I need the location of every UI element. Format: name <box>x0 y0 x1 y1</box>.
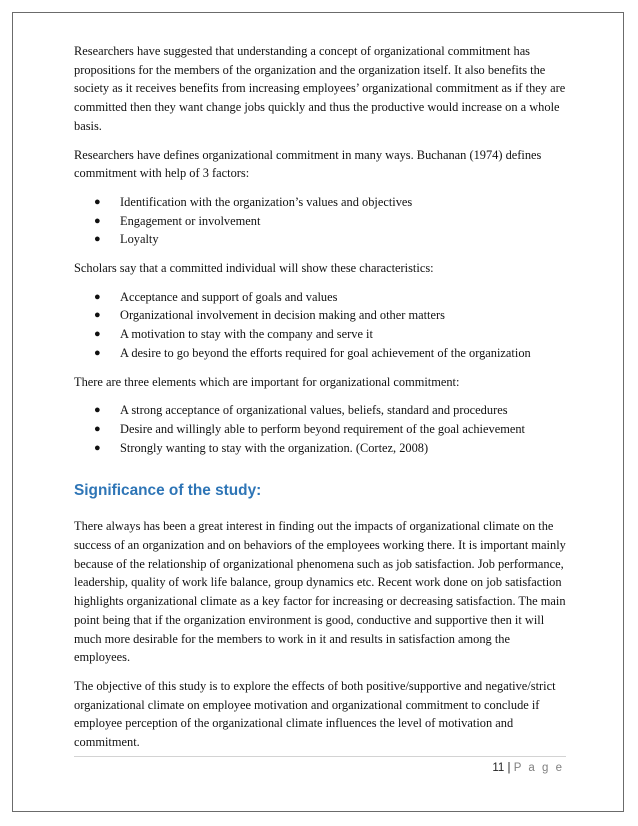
bullet-icon: ● <box>94 290 101 303</box>
page-number: 11 <box>492 762 505 774</box>
list-item: ● Organizational involvement in decision making and other matters <box>120 306 566 325</box>
footer-separator: | <box>507 762 511 774</box>
elements-list <box>74 401 566 457</box>
bullet-icon: ● <box>94 422 101 435</box>
bullet-icon: ● <box>94 233 101 246</box>
list-item: ● Identification with the organization’s values and objectives <box>120 193 566 212</box>
bullet-icon: ● <box>94 404 101 417</box>
document-body <box>74 42 566 762</box>
footer-divider <box>74 756 566 757</box>
list-item: ● Engagement or involvement <box>120 212 566 231</box>
paragraph-significance: There always has been a great interest in finding out the impacts of organizational climate on the success of an organization and on behaviors of the employees working there. It is important mainly because of the relationship of organizational phenomena such as job satisfaction. Job performance, leadership, quality of work life balance, group dynamics etc. Recent work done on job satisfaction highlights organizational climate as a key factor for increasing or decreasing satisfaction. The main point being that if the organization environment is good, conductive and supportive then it will much more desirable for the members to work in it and results in satisfaction among the employees. <box>74 519 566 665</box>
list-item: ● Loyalty <box>120 230 566 249</box>
list-item: ● Strongly wanting to stay with the organization. (Cortez, 2008) <box>120 439 566 458</box>
page-label: P a g e <box>513 762 564 774</box>
list-item: ● A strong acceptance of organizational values, beliefs, standard and procedures <box>120 401 566 420</box>
list-item: ● A desire to go beyond the efforts required for goal achievement of the organization <box>120 344 566 363</box>
bullet-icon: ● <box>94 441 101 454</box>
paragraph-objective: The objective of this study is to explore the effects of both positive/supportive and negative/strict organizational climate on employee motivation and organizational commitment to conclude if employee perception of the organizational climate influences the level of motivation and commitment. <box>74 678 556 750</box>
page-footer <box>492 762 564 774</box>
list-item: ● Acceptance and support of goals and values <box>120 288 566 307</box>
paragraph-buchanan: Researchers have defines organizational commitment in many ways. Buchanan (1974) defines commitment with help of 3 factors: <box>74 147 542 181</box>
factors-list <box>74 193 566 249</box>
paragraph-intro: Researchers have suggested that understanding a concept of organizational commitment has propositions for the members of the organization and the organization itself. It also benefits the society as it receives benefits from increasing employees’ organizational commitment as if they are committed then they want change jobs quickly and thus the productive would increase on a whole basis. <box>74 44 566 133</box>
bullet-icon: ● <box>94 346 101 359</box>
list-item: ● Desire and willingly able to perform beyond requirement of the goal achievement <box>120 420 566 439</box>
bullet-icon: ● <box>94 195 101 208</box>
bullet-icon: ● <box>94 309 101 322</box>
paragraph-three-elements: There are three elements which are important for organizational commitment: <box>74 374 460 389</box>
section-heading: Significance of the study: <box>74 482 262 500</box>
paragraph-scholars: Scholars say that a committed individual will show these characteristics: <box>74 261 434 276</box>
characteristics-list <box>74 288 566 363</box>
list-item: ● A motivation to stay with the company and serve it <box>120 325 566 344</box>
bullet-icon: ● <box>94 214 101 227</box>
bullet-icon: ● <box>94 328 101 341</box>
